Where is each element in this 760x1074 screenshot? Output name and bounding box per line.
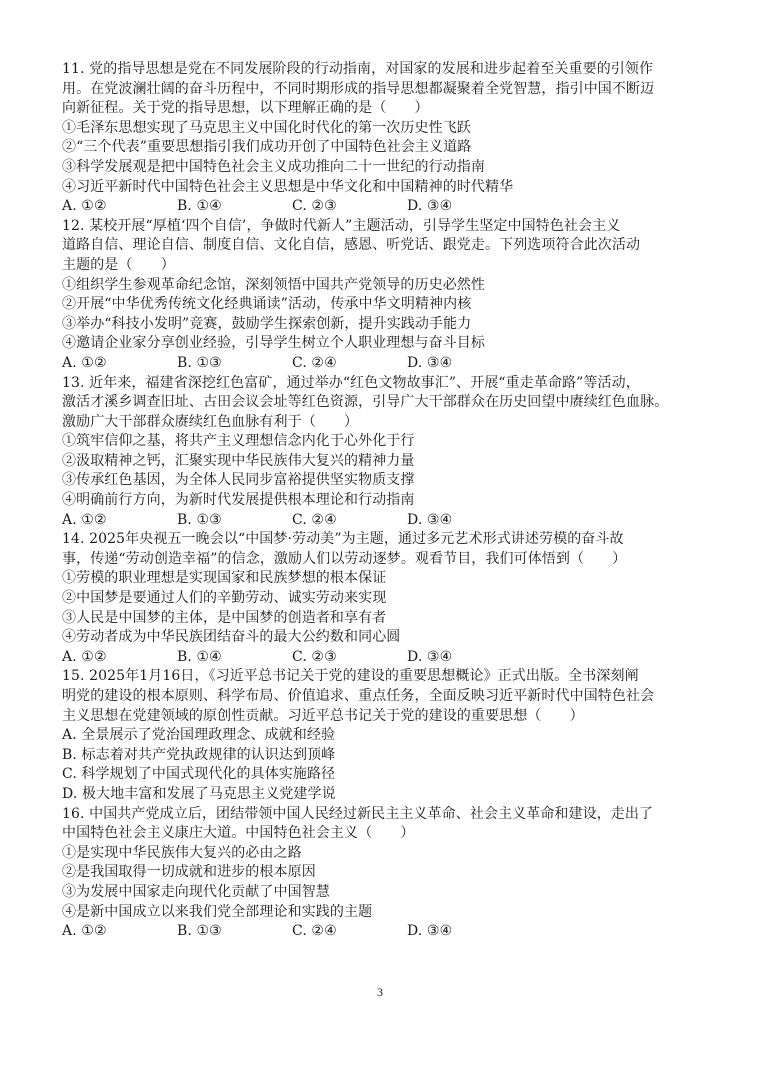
answer-option: D. ③④ bbox=[407, 648, 453, 665]
question-line: C. 科学规划了中国式现代化的具体实施路径 bbox=[62, 766, 336, 783]
question-block bbox=[62, 667, 702, 804]
question-line: ④明确前行方向，为新时代发展提供根本理论和行动指南 bbox=[62, 492, 415, 509]
question-stem: 11. 党的指导思想是党在不同发展阶段的行动指南，对国家的发展和进步起着至关重要的引领作 bbox=[62, 61, 654, 77]
question-line: ③人民是中国梦的主体，是中国梦的创造者和享有者 bbox=[62, 609, 387, 626]
question-line: 激励广大干部群众赓续红色血脉有利于（ ） bbox=[62, 413, 359, 430]
question-block bbox=[62, 217, 702, 374]
answer-option: C. ②④ bbox=[292, 354, 337, 371]
question-line: ④邀请企业家分享创业经验，引导学生树立个人职业理想与奋斗目标 bbox=[62, 335, 485, 352]
question-line: ④劳动者成为中华民族团结奋斗的最大公约数和同心圆 bbox=[62, 629, 401, 646]
question-block bbox=[62, 60, 702, 217]
question-stem: 14. 2025年央视五一晚会以“中国梦·劳动美”为主题，通过多元艺术形式讲述劳模的奋斗故 bbox=[62, 531, 624, 548]
answer-option: B. ①④ bbox=[177, 198, 222, 215]
answer-option: C. ②③ bbox=[292, 648, 337, 665]
question-line: ②开展“中华优秀传统文化经典诵读”活动，传承中华文明精神内核 bbox=[62, 296, 472, 313]
answer-option: A. ①② bbox=[62, 354, 107, 371]
question-stem: 15. 2025年1月16日，《习近平总书记关于党的建设的重要思想概论》正式出版。全书深刻阐 bbox=[62, 668, 639, 685]
question-stem: 16. 中国共产党成立后，团结带领中国人民经过新民主主义革命、社会主义革命和建设，走出了 bbox=[62, 805, 654, 822]
question-line: 主题的是（ ） bbox=[62, 256, 175, 273]
question-line: ④习近平新时代中国特色社会主义思想是中华文化和中国精神的时代精华 bbox=[62, 178, 514, 195]
answer-option: B. ①③ bbox=[177, 354, 222, 371]
question-block bbox=[62, 374, 702, 531]
question-stem: 12. 某校开展“厚植‘四个自信’，争做时代新人”主题活动，引导学生坚定中国特色社会主义 bbox=[62, 217, 621, 234]
question-line: ①毛泽东思想实现了马克思主义中国化时代化的第一次历史性飞跃 bbox=[62, 119, 471, 136]
question-line: B. 标志着对共产党执政规律的认识达到顶峰 bbox=[62, 746, 336, 763]
question-line: 事，传递“劳动创造幸福”的信念，激励人们以劳动逐梦。观看节目，我们可体悟到（ ） bbox=[62, 550, 627, 567]
answer-option: D. ③④ bbox=[407, 923, 453, 940]
answer-option: B. ①④ bbox=[177, 648, 222, 665]
answer-option: A. ①② bbox=[62, 648, 107, 665]
answer-option: C. ②④ bbox=[292, 923, 337, 940]
question-block bbox=[62, 805, 702, 942]
question-line: 激活才溪乡调查旧址、古田会议会址等红色资源，引导广大干部群众在历史回望中赓续红色血脉。 bbox=[62, 394, 669, 411]
question-line: ③举办“科技小发明”竞赛，鼓励学生探索创新，提升实践动手能力 bbox=[62, 315, 472, 332]
question-line: ②中国梦是要通过人们的辛勤劳动、诚实劳动来实现 bbox=[62, 590, 387, 607]
answer-option: A. ①② bbox=[62, 923, 107, 940]
page-number: 3 bbox=[376, 985, 384, 999]
answer-options bbox=[62, 197, 702, 217]
answer-options bbox=[62, 354, 702, 374]
question-line: ③科学发展观是把中国特色社会主义成功推向二十一世纪的行动指南 bbox=[62, 158, 485, 175]
question-line: ②“三个代表”重要思想指引我们成功开创了中国特色社会主义道路 bbox=[62, 139, 472, 156]
answer-option: A. ①② bbox=[62, 511, 107, 528]
question-line: D. 极大地丰富和发展了马克思主义党建学说 bbox=[62, 785, 336, 802]
answer-option: D. ③④ bbox=[407, 354, 453, 371]
answer-option: A. ①② bbox=[62, 198, 107, 215]
question-line: 主义思想在党建领域的原创性贡献。习近平总书记关于党的建设的重要思想（ ） bbox=[62, 707, 584, 724]
answer-options bbox=[62, 511, 702, 531]
answer-option: B. ①③ bbox=[177, 511, 222, 528]
question-line: ②汲取精神之钙，汇聚实现中华民族伟大复兴的精神力量 bbox=[62, 452, 415, 469]
question-line: 中国特色社会主义康庄大道。中国特色社会主义（ ） bbox=[62, 825, 415, 842]
answer-option: C. ②④ bbox=[292, 511, 337, 528]
answer-option: D. ③④ bbox=[407, 511, 453, 528]
question-line: 明党的建设的根本原则、科学布局、价值追求、重点任务，全面反映习近平新时代中国特色社会 bbox=[62, 688, 655, 704]
question-line: ③为发展中国家走向现代化贡献了中国智慧 bbox=[62, 883, 330, 900]
question-line: ①是实现中华民族伟大复兴的必由之路 bbox=[62, 844, 302, 861]
question-line: ②是我国取得一切成就和进步的根本原因 bbox=[62, 864, 316, 881]
question-line: A. 全景展示了党治国理政理念、成就和经验 bbox=[62, 727, 336, 744]
question-line: 道路自信、理论自信、制度自信、文化自信，感恩、听党话、跟党走。下列选项符合此次活动 bbox=[62, 237, 641, 254]
question-line: ①劳模的职业理想是实现国家和民族梦想的根本保证 bbox=[62, 570, 387, 587]
answer-option: D. ③④ bbox=[407, 198, 453, 215]
question-line: ①组织学生参观革命纪念馆，深刻领悟中国共产党领导的历史必然性 bbox=[62, 276, 485, 293]
question-stem: 13. 近年来，福建省深挖红色富矿，通过举办“红色文物故事汇”、开展“重走革命路”等活动， bbox=[62, 374, 640, 391]
question-line: ④是新中国成立以来我们党全部理论和实践的主题 bbox=[62, 903, 373, 920]
answer-option: B. ①③ bbox=[177, 923, 222, 940]
question-line: 用。在党波澜壮阔的奋斗历程中，不同时期形成的指导思想都凝聚着全党智慧，指引中国不断迈 bbox=[62, 80, 655, 97]
question-line: ①筑牢信仰之基，将共产主义理想信念内化于心外化于行 bbox=[62, 433, 415, 450]
question-line: ③传承红色基因，为全体人民同步富裕提供坚实物质支撑 bbox=[62, 472, 415, 489]
answer-options bbox=[62, 922, 702, 942]
question-list bbox=[62, 60, 702, 942]
question-line: 向新征程。关于党的指导思想，以下理解正确的是（ ） bbox=[62, 100, 429, 117]
question-block bbox=[62, 530, 702, 667]
answer-options bbox=[62, 648, 702, 668]
answer-option: C. ②③ bbox=[292, 198, 337, 215]
